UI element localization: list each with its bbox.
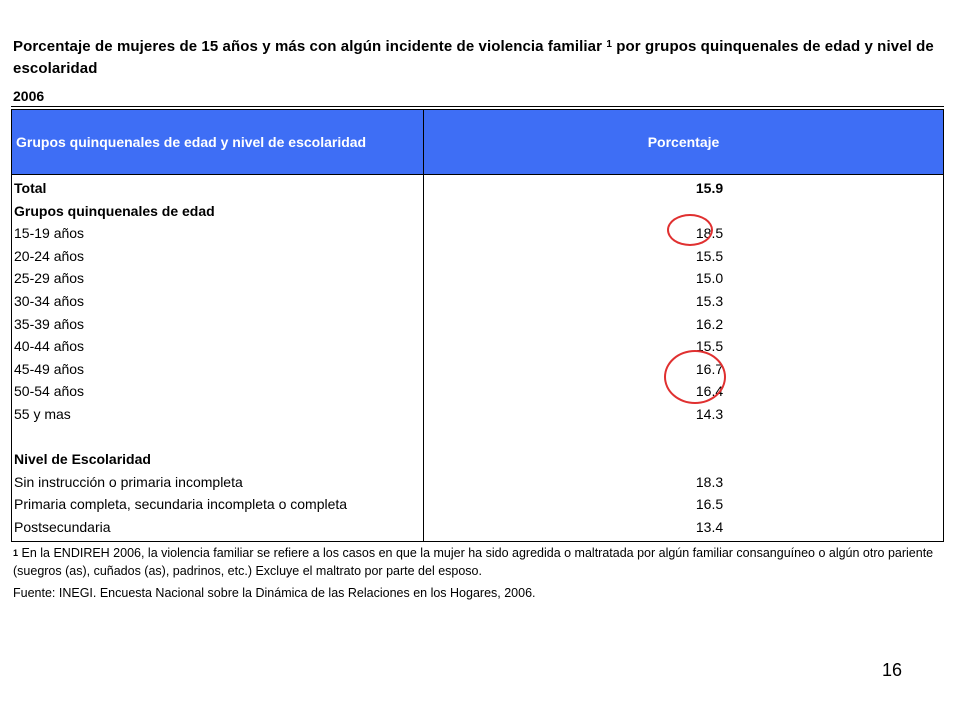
header-percentage: Porcentaje [647, 134, 720, 150]
page-number: 16 [881, 660, 902, 680]
row-label: Total [14, 180, 47, 196]
row-value: 15.5 [695, 338, 724, 355]
footnote [13, 544, 948, 602]
row-value [424, 448, 943, 471]
header-rule [11, 106, 944, 107]
row-label: Sin instrucción o primaria incompleta [14, 473, 243, 490]
label-column [12, 175, 424, 541]
row-label: Primaria completa, secundaria incompleta o completa [14, 496, 348, 513]
row-value: 15.9 [695, 180, 724, 196]
row-label: 40-44 años [14, 338, 85, 355]
row-value: 13.4 [695, 518, 724, 535]
row-label: 35-39 años [14, 315, 85, 332]
row-label: 30-34 años [14, 292, 85, 309]
page-title [13, 36, 948, 80]
title-text-continued: por grupos quinquenales de edad y nivel de escolaridad [13, 38, 934, 77]
footnote-definition [13, 544, 948, 580]
row-label: Grupos quinquenales de edad [14, 202, 215, 219]
row-label: 45-49 años [14, 360, 85, 377]
row-label: 20-24 años [14, 247, 85, 264]
row-value: 14.3 [695, 405, 724, 422]
title-text: Porcentaje de mujeres de 15 años y más con algún incidente de violencia familiar [13, 38, 607, 55]
row-value: 18.3 [695, 473, 724, 490]
row-value: 18.5 [695, 225, 724, 242]
data-table [11, 109, 944, 542]
row-label: Nivel de Escolaridad [14, 451, 151, 468]
row-value: 15.5 [695, 247, 724, 264]
year-label: 2006 [13, 88, 45, 104]
row-value: 16.5 [695, 496, 724, 513]
row-value: 15.0 [695, 270, 724, 287]
row-value: 15.3 [695, 292, 724, 309]
title-footnote-marker: 1 [606, 39, 612, 50]
row-label: 50-54 años [14, 383, 85, 400]
row-label: Postsecundaria [14, 518, 111, 535]
footnote-text: En la ENDIREH 2006, la violencia familiar se refiere a los casos en que la mujer ha sido agredida o maltratada por algún familiar consanguíneo o algún otro pariente (suegros (as), cuñados (as), padrinos, etc.) Excluye el maltrato por parte del esposo. [13, 546, 934, 578]
source-note: Fuente: INEGI. Encuesta Nacional sobre la Dinámica de las Relaciones en los Hogares, 2006. [13, 586, 536, 600]
row-value: 16.4 [695, 383, 724, 400]
footnote-marker: 1 [13, 548, 19, 558]
header-groups: Grupos quinquenales de edad y nivel de escolaridad [12, 110, 424, 174]
highlight-circle-45-54 [664, 350, 726, 404]
row-label [14, 426, 423, 449]
table-body [12, 175, 943, 541]
row-value: 16.2 [695, 315, 724, 332]
row-label: 55 y mas [14, 405, 71, 422]
row-value [424, 426, 943, 449]
row-label: 15-19 años [14, 225, 85, 242]
row-label: 25-29 años [14, 270, 85, 287]
highlight-circle-15-19 [667, 214, 713, 246]
table-header [12, 110, 943, 175]
row-value: 16.7 [695, 360, 724, 377]
